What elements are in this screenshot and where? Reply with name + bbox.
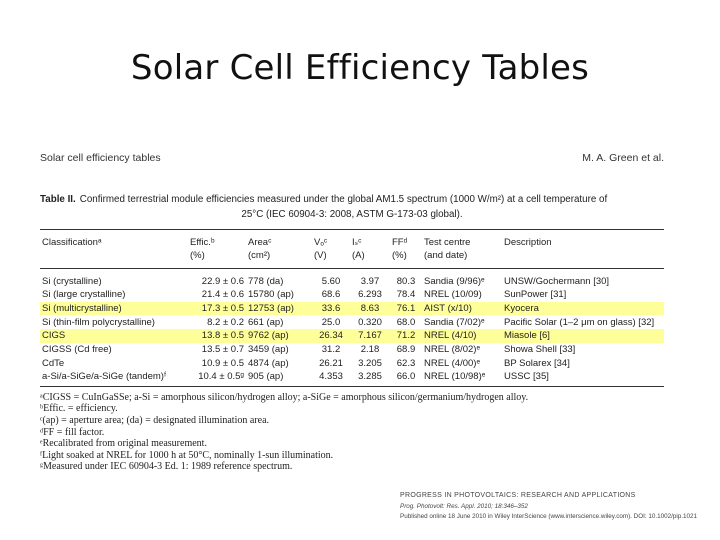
footnote: ᵈFF = fill factor. (40, 426, 105, 438)
table-caption (40, 192, 664, 222)
column-header-voc: Vₒᶜ (312, 230, 350, 250)
cell-fill-factor: 68.9 (396, 344, 416, 356)
cell-area: 4874 (ap) (248, 357, 289, 369)
cell-efficiency: 8.2 ± 0.2 (207, 316, 244, 328)
cell-fill-factor: 78.4 (396, 289, 416, 301)
cell-classification: CIGS (40, 329, 188, 343)
cell-description: USSC [35] (502, 370, 664, 386)
table-row (40, 370, 664, 386)
cell-isc: 3.205 (358, 357, 382, 369)
cell-test-centre: NREL (4/00)ᵉ (424, 357, 480, 369)
publication-info: Published online 18 June 2010 in Wiley InterScience (www.interscience.wiley.com). DOI: 10.1002/pip.1021 (400, 513, 698, 520)
cell-area: 15780 (ap) (248, 289, 294, 301)
cell-fill-factor: 71.2 (390, 329, 422, 343)
cell-voc: 33.6 (312, 302, 350, 316)
cell-description: Miasole [6] (502, 329, 664, 343)
cell-test-centre: NREL (4/10) (422, 329, 502, 343)
caption-line-1: Confirmed terrestrial module efficiencies measured under the global AM1.5 spectrum (1000 W/m²) at a cell temperature of (79, 194, 608, 205)
footnote: ᵇEffic. = efficiency. (40, 403, 118, 415)
cell-area: 12753 (ap) (246, 302, 312, 316)
cell-fill-factor: 80.3 (396, 275, 416, 287)
cell-description: Pacific Solar (1–2 μm on glass) [32] (504, 316, 655, 328)
column-header-area: Areaᶜ (246, 230, 312, 250)
table-row (40, 315, 664, 329)
cell-classification: CIGSS (Cd free) (42, 344, 112, 356)
cell-isc: 0.320 (358, 316, 382, 328)
cell-efficiency: 21.4 ± 0.6 (201, 289, 244, 301)
cell-isc: 8.63 (350, 302, 390, 316)
column-header-classification: Classificationᵃ (40, 230, 188, 250)
cell-test-centre: AIST (x/10) (422, 302, 502, 316)
cell-description: UNSW/Gochermann [30] (504, 275, 610, 287)
table-row (40, 288, 664, 302)
table-header-units-row (40, 249, 664, 269)
cell-area: 661 (ap) (248, 316, 284, 328)
column-header-test-centre: Test centre (422, 230, 502, 250)
cell-isc: 7.167 (350, 329, 390, 343)
footnote: ᶜ(ap) = aperture area; (da) = designated illumination area. (40, 415, 270, 426)
cell-voc: 25.0 (321, 316, 341, 328)
cell-test-centre: Sandia (7/02)ᵉ (424, 316, 485, 328)
column-unit-efficiency: (%) (188, 249, 246, 269)
column-unit-description (502, 249, 664, 269)
caption-line-2: 25°C (IEC 60904-3: 2008, ASTM G-173-03 global). (241, 209, 463, 220)
cell-efficiency: 13.5 ± 0.7 (201, 344, 244, 356)
column-unit-fill-factor: (%) (390, 249, 422, 269)
cell-area: 778 (da) (248, 275, 284, 287)
footnote: ᵉRecalibrated from original measurement. (40, 438, 207, 450)
cell-test-centre: NREL (10/09) (424, 289, 482, 301)
table-header-row (40, 230, 664, 250)
cell-efficiency: 22.9 ± 0.6 (201, 275, 244, 287)
document-excerpt (40, 150, 664, 473)
column-header-fill-factor: FFᵈ (390, 230, 422, 250)
cell-efficiency: 10.4 ± 0.5ᵍ (188, 370, 246, 386)
cell-fill-factor: 76.1 (390, 302, 422, 316)
cell-description: SunPower [31] (504, 289, 567, 301)
column-unit-voc: (V) (312, 249, 350, 269)
cell-voc: 26.21 (319, 357, 343, 369)
cell-voc: 5.60 (321, 275, 341, 287)
cell-classification: Si (large crystalline) (42, 289, 126, 301)
table-row (40, 269, 664, 289)
cell-fill-factor: 68.0 (396, 316, 416, 328)
journal-citation (400, 491, 718, 523)
cell-classification: Si (multicrystalline) (40, 302, 188, 316)
cell-area: 9762 (ap) (246, 329, 312, 343)
column-unit-test-centre: (and date) (422, 249, 502, 269)
cell-voc: 26.34 (312, 329, 350, 343)
cell-efficiency: 10.9 ± 0.5 (201, 357, 244, 369)
cell-test-centre: NREL (10/98)ᵉ (422, 370, 502, 386)
column-header-efficiency: Effic.ᵇ (188, 230, 246, 250)
cell-description: BP Solarex [34] (504, 357, 570, 369)
cell-test-centre: Sandia (9/96)ᵉ (424, 275, 485, 287)
cell-isc: 3.285 (350, 370, 390, 386)
cell-classification: Si (thin-film polycrystalline) (42, 316, 155, 328)
cell-area: 905 (ap) (246, 370, 312, 386)
cell-isc: 2.18 (360, 344, 380, 356)
cell-voc: 68.6 (321, 289, 341, 301)
running-head-author: M. A. Green et al. (582, 152, 664, 164)
column-unit-isc: (A) (350, 249, 390, 269)
module-efficiency-table (40, 229, 664, 387)
running-head (40, 150, 664, 168)
column-header-description: Description (502, 230, 664, 250)
cell-test-centre: NREL (8/02)ᵉ (424, 344, 480, 356)
journal-name: PROGRESS IN PHOTOVOLTAICS: RESEARCH AND APPLICATIONS (400, 492, 636, 499)
cell-isc: 6.293 (358, 289, 382, 301)
table-footnotes (40, 392, 664, 473)
column-unit-classification (40, 249, 188, 269)
table-row (40, 329, 664, 343)
table-row (40, 356, 664, 370)
cell-area: 3459 (ap) (248, 344, 289, 356)
column-unit-area: (cm²) (246, 249, 312, 269)
cell-efficiency: 13.8 ± 0.5 (188, 329, 246, 343)
column-header-isc: Iₛᶜ (350, 230, 390, 250)
cell-fill-factor: 66.0 (390, 370, 422, 386)
footnote: ᵍMeasured under IEC 60904-3 Ed. 1: 1989 reference spectrum. (40, 461, 293, 473)
slide-title: Solar Cell Efficiency Tables (130, 48, 590, 88)
cell-fill-factor: 62.3 (396, 357, 416, 369)
cell-description: Kyocera (502, 302, 664, 316)
footnote: ᶠLight soaked at NREL for 1000 h at 50°C, nominally 1-sun illumination. (40, 449, 334, 461)
cell-classification: a-Si/a-SiGe/a-SiGe (tandem)ᶠ (40, 370, 188, 386)
table-row (40, 343, 664, 357)
footnote: ᵃCIGSS = CuInGaSSe; a-Si = amorphous silicon/hydrogen alloy; a-SiGe = amorphous silicon/germanium/hydrogen alloy. (40, 391, 529, 403)
table-label: Table II. (40, 194, 76, 205)
cell-efficiency: 17.3 ± 0.5 (188, 302, 246, 316)
cell-description: Showa Shell [33] (504, 344, 576, 356)
cell-classification: Si (crystalline) (42, 275, 102, 287)
cell-classification: CdTe (42, 357, 65, 369)
cell-isc: 3.97 (360, 275, 380, 287)
cell-voc: 4.353 (312, 370, 350, 386)
running-head-title: Solar cell efficiency tables (40, 152, 161, 164)
cell-voc: 31.2 (321, 344, 341, 356)
table-row (40, 302, 664, 316)
table-body (40, 269, 664, 387)
journal-reference: Prog. Photovolt: Res. Appl. 2010; 18:346–352 (400, 502, 528, 510)
